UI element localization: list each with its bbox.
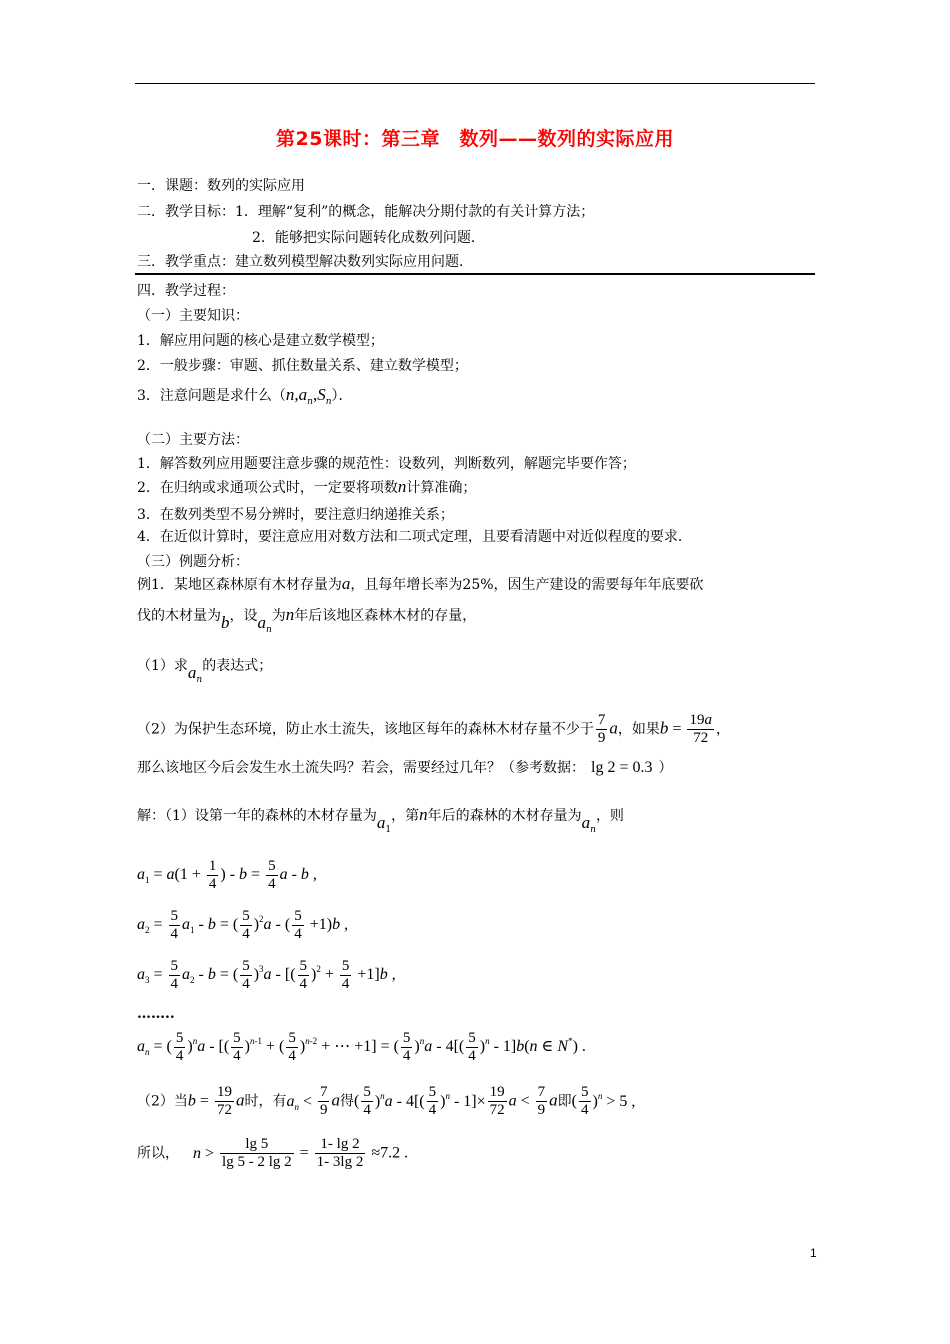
question-2-line-2: 那么该地区今后会发生水土流失吗？若会，需要经过几年？（参考数据： lg 2 = 0.3 ）: [137, 759, 673, 776]
knowledge-item-3: 3．注意问题是求什么$(n,a_n,S_n)$．: [137, 385, 353, 407]
example-1-line-1: 例1．某地区森林原有木材存量为a，且每年增长率为25%，因生产建设的需要每年年底要砍: [137, 574, 704, 593]
section-objectives-2: 2．能够把实际问题转化成数列问题．: [252, 230, 485, 246]
example-1-line-2: 伐的木材量为b，设$a_n$为n年后该地区森林木材的存量，: [137, 605, 477, 635]
methods-heading: （二）主要方法：: [137, 432, 249, 448]
question-1: （1）求$a_n$的表达式；: [137, 658, 273, 685]
page-title: 第25课时：第三章 数列——数列的实际应用: [276, 128, 674, 150]
method-item-2: 2．在归纳或求通项公式时，一定要将项数n计算准确；: [137, 477, 477, 496]
knowledge-item-2: 2．一般步骤：审题、抓住数量关系、建立数学模型；: [137, 358, 468, 374]
knowledge-heading: （一）主要知识：: [137, 308, 249, 324]
method-item-4: 4．在近似计算时，要注意应用对数方法和二项式定理，且要看清题中对近似程度的要求．: [137, 529, 692, 545]
solution-intro: 解：（1）设第一年的森林的木材存量为$a_1$，第n年后的森林的木材存量为$a_n$，则: [137, 805, 624, 835]
knowledge-item-1: 1．解应用问题的核心是建立数学模型；: [137, 333, 384, 349]
header-rule: [135, 83, 815, 84]
equation-a3: $a_3$ = $\frac{5}{4}$ $a_2$ - b = ( $\frac{5}{4}$ )$^3$a - [( $\frac{5}{4}$ )$^2$ + $\frac{5}{4}$ +1]b ,: [137, 958, 396, 992]
question-2-line-1: （2）为保护生态环境，防止水土流失，该地区每年的森林木材存量不少于 $\frac{7}{9}$ a，如果b = $\frac{19a}{72}$ ，: [137, 712, 730, 746]
equation-a2: $a_2$ = $\frac{5}{4}$ $a_1$ - b = ( $\frac{5}{4}$ )$^2$a - ( $\frac{5}{4}$ +1)b ,: [137, 908, 349, 942]
solution-conclusion: 所以， n > $\frac{\lg 5}{\lg 5 - 2 \lg 2}$ = $\frac{1- \lg 2}{1- 3\lg 2}$ ≈7.2 .: [137, 1136, 409, 1170]
page-number: 1: [810, 1246, 817, 1260]
method-item-3: 3．在数列类型不易分辨时，要注意归纳递推关系；: [137, 507, 454, 523]
method-item-1: 1．解答数列应用题要注意步骤的规范性：设数列，判断数列，解题完毕要作答；: [137, 456, 636, 472]
section-rule: [135, 273, 815, 275]
section-objectives: 二．教学目标：1．理解“复利”的概念，能解决分期付款的有关计算方法；: [137, 204, 595, 220]
examples-heading: （三）例题分析：: [137, 554, 249, 570]
solution-part-2: （2）当b = $\frac{19}{72}$ a时，有$a_n$ < $\frac{7}{9}$ a得( $\frac{5}{4}$ )$^n$a - 4[( $\frac{5}{4}$ )$^n$ - 1]× $\frac{19}{72}$ a < $\frac{7}{9}$ a即( $\frac{5}{4}$ )$^n$ > 5 ,: [137, 1084, 636, 1118]
section-topic: 一．课题：数列的实际应用: [137, 178, 305, 194]
section-focus: 三．教学重点：建立数列模型解决数列实际应用问题．: [137, 254, 473, 270]
equation-a1: $a_1 = a(1$ + $\frac{1}{4}$ ) - b = $\frac{5}{4}$ a - b ,: [137, 858, 317, 892]
formula-n-an-sn: n: [285, 385, 295, 404]
equation-an: $a_n$ = ( $\frac{5}{4}$ )$^n$a - [( $\frac{5}{4}$ )$^{n-1}$ + ( $\frac{5}{4}$ )$^{n-2}$ + ⋯ +1] = ( $\frac{5}{4}$ )$^n$a - 4[( $\frac{5}{4}$ )$^n$ - 1]b(n ∈ N*) .: [137, 1030, 586, 1064]
section-process: 四．教学过程：: [137, 283, 235, 299]
ellipsis: ……..: [137, 1006, 175, 1022]
